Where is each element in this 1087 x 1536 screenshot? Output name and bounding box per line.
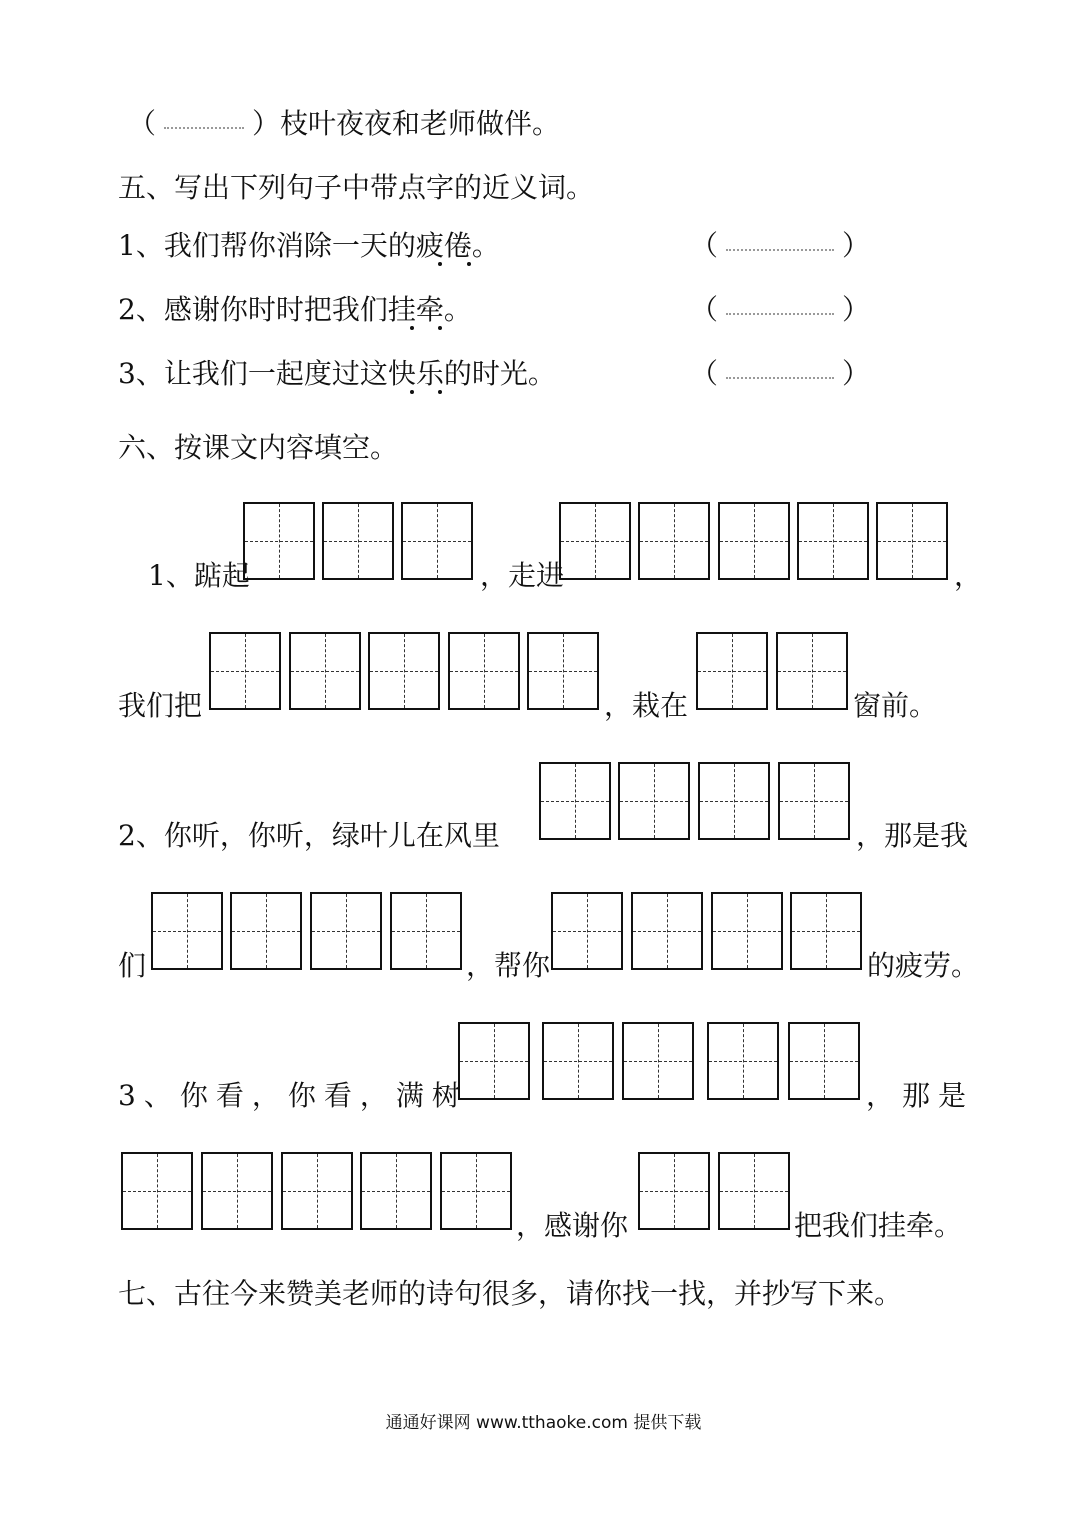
tianzige-box[interactable] [876, 502, 948, 580]
tianzige-box[interactable] [638, 502, 710, 580]
tianzige-box[interactable] [243, 502, 315, 580]
tianzige-box[interactable] [390, 892, 462, 970]
q3-text-c: ，感谢你 [516, 1209, 629, 1242]
sec6-heading: 六、按课文内容填空。 [118, 431, 399, 464]
q2-text-b: ，那是我 [856, 819, 969, 852]
q2-text-d: ，帮你 [466, 949, 551, 982]
tianzige-box[interactable] [209, 632, 281, 710]
q1-text-f: 窗前。 [853, 689, 938, 722]
tianzige-box[interactable] [698, 762, 770, 840]
tianzige-box[interactable] [360, 1152, 432, 1230]
emphasis-dot [410, 390, 414, 394]
tianzige-box[interactable] [440, 1152, 512, 1230]
tianzige-box[interactable] [201, 1152, 273, 1230]
tianzige-box[interactable] [121, 1152, 193, 1230]
tianzige-box[interactable] [527, 632, 599, 710]
sentence-text: ）枝叶夜夜和老师做伴。 [252, 107, 561, 140]
tianzige-box[interactable] [776, 632, 848, 710]
tianzige-box[interactable] [458, 1022, 530, 1100]
sec4-tail-line [128, 106, 560, 142]
tianzige-box[interactable] [289, 632, 361, 710]
tianzige-box[interactable] [448, 632, 520, 710]
footer-credit: 通通好课网 www.tthaoke.com 提供下载 [385, 1413, 702, 1433]
emphasis-dot [467, 262, 471, 266]
sec5-item-1-answer[interactable] [690, 228, 870, 264]
answer-blank[interactable] [726, 245, 834, 251]
q1-text-a: 1、踮起 [148, 559, 250, 592]
open-paren: （ [128, 107, 157, 140]
answer-blank[interactable] [726, 373, 834, 379]
tianzige-box[interactable] [310, 892, 382, 970]
tianzige-box[interactable] [631, 892, 703, 970]
close-paren: ） [842, 357, 871, 390]
open-paren: （ [690, 293, 719, 326]
tianzige-box[interactable] [797, 502, 869, 580]
tianzige-box[interactable] [539, 762, 611, 840]
tianzige-box[interactable] [559, 502, 631, 580]
close-paren: ） [842, 229, 871, 262]
q2-text-e: 的疲劳。 [867, 949, 980, 982]
tianzige-box[interactable] [711, 892, 783, 970]
tianzige-box[interactable] [281, 1152, 353, 1230]
answer-blank[interactable] [164, 123, 244, 129]
tianzige-box[interactable] [322, 502, 394, 580]
tianzige-box[interactable] [707, 1022, 779, 1100]
tianzige-box[interactable] [551, 892, 623, 970]
tianzige-box[interactable] [368, 632, 440, 710]
q3-text-a: 3、你看，你看，满树 [118, 1079, 468, 1112]
emphasis-dot [438, 262, 442, 266]
tianzige-box[interactable] [778, 762, 850, 840]
tianzige-box[interactable] [696, 632, 768, 710]
sec5-item-3-answer[interactable] [690, 356, 870, 392]
emphasis-dot [438, 390, 442, 394]
emphasis-dot [438, 326, 442, 330]
q3-text-b: ，那是 [866, 1079, 975, 1112]
sec5-item-3-text: 3、让我们一起度过这快乐的时光。 [118, 357, 556, 390]
tianzige-box[interactable] [151, 892, 223, 970]
open-paren: （ [690, 229, 719, 262]
sec5-item-2-answer[interactable] [690, 292, 870, 328]
q2-text-c: 们 [118, 949, 147, 982]
sec5-item-1-text: 1、我们帮你消除一天的疲倦。 [118, 229, 500, 262]
tianzige-box[interactable] [790, 892, 862, 970]
tianzige-box[interactable] [542, 1022, 614, 1100]
tianzige-box[interactable] [718, 502, 790, 580]
q3-text-d: 把我们挂牵。 [794, 1209, 963, 1242]
q1-text-e: ，栽在 [604, 689, 689, 722]
tianzige-box[interactable] [718, 1152, 790, 1230]
open-paren: （ [690, 357, 719, 390]
tianzige-box[interactable] [618, 762, 690, 840]
q2-text-a: 2、你听，你听，绿叶儿在风里 [118, 819, 500, 852]
tianzige-box[interactable] [401, 502, 473, 580]
tianzige-box[interactable] [230, 892, 302, 970]
tianzige-box[interactable] [638, 1152, 710, 1230]
sec5-heading: 五、写出下列句子中带点字的近义词。 [118, 171, 595, 204]
q1-text-b: ，走进 [480, 559, 565, 592]
q1-text-d: 我们把 [118, 689, 203, 722]
tianzige-box[interactable] [622, 1022, 694, 1100]
close-paren: ） [842, 293, 871, 326]
sec5-item-2-text: 2、感谢你时时把我们挂牵。 [118, 293, 472, 326]
sec7-heading: 七、古往今来赞美老师的诗句很多，请你找一找，并抄写下来。 [118, 1277, 903, 1310]
answer-blank[interactable] [726, 309, 834, 315]
tianzige-box[interactable] [788, 1022, 860, 1100]
q1-text-c: ， [954, 559, 983, 592]
emphasis-dot [410, 326, 414, 330]
